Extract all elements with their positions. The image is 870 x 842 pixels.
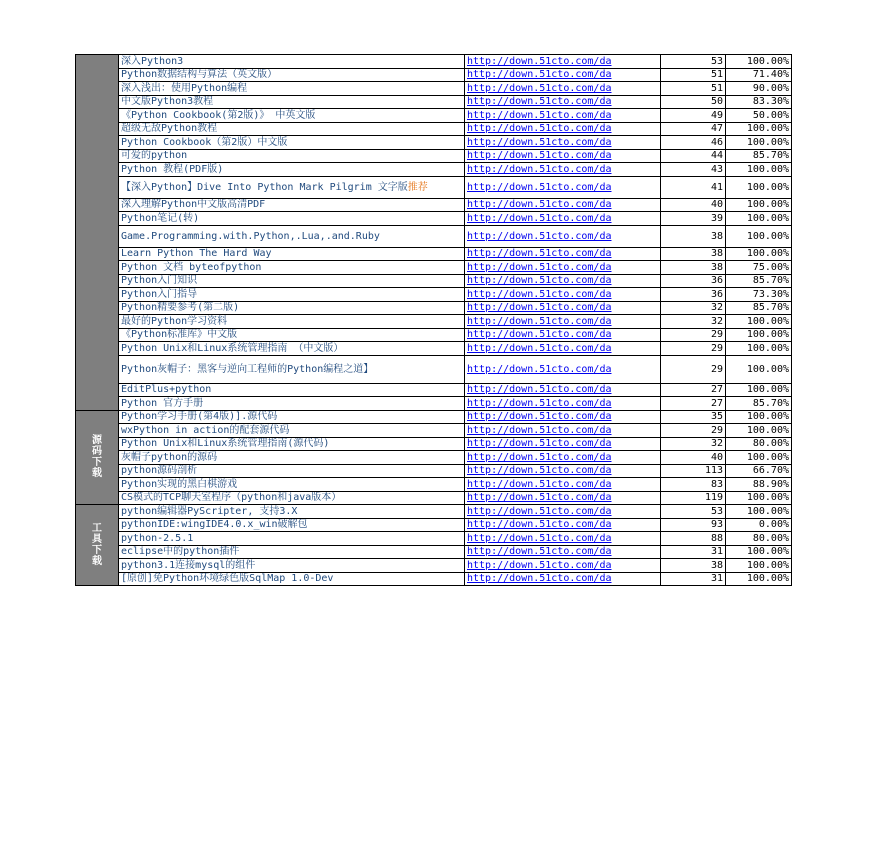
download-link[interactable]: http://down.51cto.com/da: [465, 545, 661, 559]
table-row: [76, 301, 792, 315]
recommend-tag: 推荐: [407, 181, 428, 193]
resource-title: [119, 464, 465, 478]
download-count: 40: [661, 451, 726, 465]
rating-percent: 100.00%: [726, 410, 792, 424]
download-link[interactable]: http://down.51cto.com/da: [465, 149, 661, 163]
table-row: [76, 247, 792, 261]
rating-percent: 88.90%: [726, 478, 792, 492]
download-count: 32: [661, 437, 726, 451]
resource-title-text: 《Python Cookbook(第2版)》 中英文版: [121, 109, 316, 121]
download-count: 38: [661, 559, 726, 573]
resource-title-text: 深入理解Python中文版高清PDF: [121, 199, 266, 211]
table-row: [76, 274, 792, 288]
download-link[interactable]: http://down.51cto.com/da: [465, 247, 661, 261]
resource-title-text: EditPlus+python: [121, 384, 212, 396]
download-count: 47: [661, 122, 726, 136]
download-count: 51: [661, 82, 726, 96]
resource-title-text: Python入门指导: [121, 288, 198, 300]
resource-title-text: Python精要参考(第二版): [121, 302, 240, 314]
resource-title-text: 可爱的python: [121, 150, 188, 162]
download-link[interactable]: http://down.51cto.com/da: [465, 424, 661, 438]
rating-percent: 100.00%: [726, 136, 792, 150]
category-char: 具: [92, 534, 102, 545]
resource-title: [119, 288, 465, 302]
download-link[interactable]: http://down.51cto.com/da: [465, 505, 661, 519]
table-row: [76, 212, 792, 226]
download-count: 44: [661, 149, 726, 163]
table-row: [76, 68, 792, 82]
resource-title: [119, 505, 465, 519]
download-count: 83: [661, 478, 726, 492]
table-row: [76, 342, 792, 356]
rating-percent: 100.00%: [726, 559, 792, 573]
resource-title: [119, 68, 465, 82]
resource-title-text: wxPython in action的配套源代码: [121, 424, 290, 436]
resource-title-text: 【深入Python】Dive Into Python Mark Pilgrim 文字版: [121, 181, 408, 193]
download-link[interactable]: http://down.51cto.com/da: [465, 383, 661, 397]
download-link[interactable]: http://down.51cto.com/da: [465, 410, 661, 424]
resource-title: [119, 95, 465, 109]
download-link[interactable]: http://down.51cto.com/da: [465, 109, 661, 123]
resource-title-text: python-2.5.1: [121, 532, 194, 544]
rating-percent: 100.00%: [726, 176, 792, 198]
resource-title: [119, 225, 465, 247]
resource-title: [119, 410, 465, 424]
category-char: 下: [92, 545, 102, 556]
rating-percent: 0.00%: [726, 518, 792, 532]
table-row: [76, 225, 792, 247]
resource-title: [119, 491, 465, 505]
rating-percent: 85.70%: [726, 301, 792, 315]
resource-title-text: python编辑器PyScripter, 支持3.X: [121, 505, 298, 517]
resource-title-text: Python笔记(转): [121, 212, 200, 224]
rating-percent: 73.30%: [726, 288, 792, 302]
download-count: 31: [661, 572, 726, 586]
table-row: [76, 55, 792, 69]
rating-percent: 100.00%: [726, 315, 792, 329]
resource-title-text: Python Unix和Linux系统管理指南(源代码): [121, 438, 330, 450]
rating-percent: 85.70%: [726, 274, 792, 288]
download-link[interactable]: http://down.51cto.com/da: [465, 274, 661, 288]
resource-title: [119, 301, 465, 315]
category-cell: [76, 55, 119, 411]
download-count: 36: [661, 274, 726, 288]
resource-title-text: 深入浅出：使用Python编程: [121, 82, 248, 94]
resource-title: [119, 355, 465, 383]
table-row: [76, 478, 792, 492]
resource-title: [119, 247, 465, 261]
rating-percent: 85.70%: [726, 149, 792, 163]
rating-percent: 100.00%: [726, 572, 792, 586]
resource-title-text: 最好的Python学习资料: [121, 315, 228, 327]
download-link[interactable]: http://down.51cto.com/da: [465, 572, 661, 586]
resource-title: [119, 478, 465, 492]
rating-percent: 100.00%: [726, 328, 792, 342]
resource-title-text: [原创]免Python环境绿色版SqlMap 1.0-Dev: [121, 573, 334, 585]
resource-title-text: Python入门知识: [121, 275, 198, 287]
rating-percent: 100.00%: [726, 198, 792, 212]
download-link[interactable]: http://down.51cto.com/da: [465, 559, 661, 573]
download-link[interactable]: http://down.51cto.com/da: [465, 491, 661, 505]
download-link[interactable]: http://down.51cto.com/da: [465, 355, 661, 383]
download-count: 53: [661, 505, 726, 519]
resource-title: [119, 383, 465, 397]
download-link[interactable]: http://down.51cto.com/da: [465, 451, 661, 465]
download-table: [75, 54, 792, 586]
download-count: 32: [661, 315, 726, 329]
download-count: 36: [661, 288, 726, 302]
resource-title: [119, 212, 465, 226]
rating-percent: 100.00%: [726, 342, 792, 356]
resource-title: [119, 55, 465, 69]
download-count: 53: [661, 55, 726, 69]
download-link[interactable]: http://down.51cto.com/da: [465, 95, 661, 109]
table-row: [76, 176, 792, 198]
table-row: [76, 437, 792, 451]
category-char: 下: [92, 457, 102, 469]
download-count: 31: [661, 545, 726, 559]
download-link[interactable]: http://down.51cto.com/da: [465, 315, 661, 329]
resource-title: [119, 559, 465, 573]
spreadsheet: [75, 54, 791, 586]
resource-title-text: 深入Python3: [121, 55, 184, 67]
download-link[interactable]: http://down.51cto.com/da: [465, 225, 661, 247]
resource-title-text: Game.Programming.with.Python,.Lua,.and.Ruby: [121, 230, 380, 242]
download-link[interactable]: http://down.51cto.com/da: [465, 198, 661, 212]
resource-title-text: Python实现的黑白棋游戏: [121, 478, 238, 490]
download-count: 38: [661, 261, 726, 275]
table-row: [76, 505, 792, 519]
download-count: 29: [661, 328, 726, 342]
category-char: 载: [92, 468, 102, 480]
rating-percent: 50.00%: [726, 109, 792, 123]
download-count: 50: [661, 95, 726, 109]
table-row: [76, 464, 792, 478]
rating-percent: 100.00%: [726, 225, 792, 247]
resource-title: [119, 342, 465, 356]
download-count: 29: [661, 424, 726, 438]
table-row: [76, 355, 792, 383]
resource-title: [119, 136, 465, 150]
table-row: [76, 424, 792, 438]
resource-title: [119, 397, 465, 411]
download-count: 41: [661, 176, 726, 198]
resource-title-text: Python Cookbook（第2版）中文版: [121, 136, 288, 148]
download-count: 43: [661, 163, 726, 177]
rating-percent: 85.70%: [726, 397, 792, 411]
resource-title-text: python源码剖析: [121, 465, 198, 477]
table-row: [76, 383, 792, 397]
resource-title-text: Python 教程(PDF版): [121, 163, 224, 175]
download-count: 29: [661, 355, 726, 383]
resource-title-text: Python数据结构与算法（英文版）: [121, 69, 278, 81]
table-row: [76, 559, 792, 573]
table-row: [76, 82, 792, 96]
resource-title-text: python3.1连接mysql的组件: [121, 559, 256, 571]
download-link[interactable]: http://down.51cto.com/da: [465, 532, 661, 546]
resource-title-text: pythonIDE:wingIDE4.0.x_win破解包: [121, 519, 308, 531]
table-row: [76, 545, 792, 559]
resource-title-text: Python学习手册(第4版)].源代码: [121, 411, 278, 423]
resource-title: [119, 315, 465, 329]
download-count: 35: [661, 410, 726, 424]
resource-title-text: 灰帽子python的源码: [121, 451, 218, 463]
resource-title-text: 《Python标准库》中文版: [121, 329, 238, 341]
resource-title-text: 超级无敌Python教程: [121, 123, 218, 135]
resource-title: [119, 109, 465, 123]
resource-title: [119, 261, 465, 275]
download-count: 32: [661, 301, 726, 315]
rating-percent: 100.00%: [726, 163, 792, 177]
download-link[interactable]: http://down.51cto.com/da: [465, 301, 661, 315]
download-count: 27: [661, 383, 726, 397]
table-row: [76, 163, 792, 177]
table-row: [76, 136, 792, 150]
category-char: 源: [92, 435, 102, 447]
table-row: [76, 328, 792, 342]
table-body: [76, 55, 792, 586]
rating-percent: 100.00%: [726, 451, 792, 465]
rating-percent: 100.00%: [726, 505, 792, 519]
rating-percent: 100.00%: [726, 545, 792, 559]
download-count: 113: [661, 464, 726, 478]
resource-title: [119, 572, 465, 586]
rating-percent: 66.70%: [726, 464, 792, 478]
download-count: 51: [661, 68, 726, 82]
download-link[interactable]: http://down.51cto.com/da: [465, 163, 661, 177]
table-row: [76, 198, 792, 212]
resource-title-text: Python 文档 byteofpython: [121, 261, 262, 273]
rating-percent: 100.00%: [726, 122, 792, 136]
download-link[interactable]: http://down.51cto.com/da: [465, 122, 661, 136]
download-count: 29: [661, 342, 726, 356]
download-link[interactable]: http://down.51cto.com/da: [465, 68, 661, 82]
resource-title: [119, 274, 465, 288]
download-link[interactable]: http://down.51cto.com/da: [465, 212, 661, 226]
download-count: 27: [661, 397, 726, 411]
download-link[interactable]: http://down.51cto.com/da: [465, 288, 661, 302]
download-link[interactable]: http://down.51cto.com/da: [465, 136, 661, 150]
resource-title: [119, 176, 465, 198]
table-row: [76, 410, 792, 424]
table-row: [76, 491, 792, 505]
resource-title: [119, 437, 465, 451]
download-count: 46: [661, 136, 726, 150]
download-link[interactable]: http://down.51cto.com/da: [465, 261, 661, 275]
rating-percent: 100.00%: [726, 247, 792, 261]
resource-title-text: Python 官方手册: [121, 397, 204, 409]
category-char: 码: [92, 446, 102, 458]
download-link[interactable]: http://down.51cto.com/da: [465, 518, 661, 532]
rating-percent: 100.00%: [726, 55, 792, 69]
resource-title: [119, 451, 465, 465]
table-row: [76, 95, 792, 109]
resource-title: [119, 163, 465, 177]
rating-percent: 100.00%: [726, 491, 792, 505]
rating-percent: 100.00%: [726, 212, 792, 226]
table-row: [76, 288, 792, 302]
rating-percent: 71.40%: [726, 68, 792, 82]
resource-title: [119, 424, 465, 438]
table-row: [76, 451, 792, 465]
download-count: 119: [661, 491, 726, 505]
download-link[interactable]: http://down.51cto.com/da: [465, 328, 661, 342]
table-row: [76, 532, 792, 546]
download-link[interactable]: http://down.51cto.com/da: [465, 397, 661, 411]
resource-title: [119, 82, 465, 96]
rating-percent: 80.00%: [726, 532, 792, 546]
download-count: 88: [661, 532, 726, 546]
download-link[interactable]: http://down.51cto.com/da: [465, 82, 661, 96]
table-row: [76, 122, 792, 136]
download-link[interactable]: http://down.51cto.com/da: [465, 176, 661, 198]
download-count: 40: [661, 198, 726, 212]
download-link[interactable]: http://down.51cto.com/da: [465, 478, 661, 492]
resource-title: [119, 149, 465, 163]
resource-title: [119, 518, 465, 532]
table-row: [76, 518, 792, 532]
download-count: 38: [661, 247, 726, 261]
rating-percent: 90.00%: [726, 82, 792, 96]
resource-title-text: eclipse中的python插件: [121, 546, 240, 558]
table-row: [76, 149, 792, 163]
table-row: [76, 261, 792, 275]
download-link[interactable]: http://down.51cto.com/da: [465, 342, 661, 356]
rating-percent: 80.00%: [726, 437, 792, 451]
download-link[interactable]: http://down.51cto.com/da: [465, 464, 661, 478]
rating-percent: 100.00%: [726, 424, 792, 438]
rating-percent: 100.00%: [726, 383, 792, 397]
table-row: [76, 397, 792, 411]
resource-title: [119, 122, 465, 136]
category-char: 工: [92, 523, 102, 534]
table-row: [76, 572, 792, 586]
rating-percent: 75.00%: [726, 261, 792, 275]
resource-title: [119, 545, 465, 559]
download-link[interactable]: http://down.51cto.com/da: [465, 437, 661, 451]
category-char: 载: [92, 556, 102, 567]
download-count: 49: [661, 109, 726, 123]
download-count: 38: [661, 225, 726, 247]
download-count: 39: [661, 212, 726, 226]
table-row: [76, 315, 792, 329]
download-count: 93: [661, 518, 726, 532]
table-row: [76, 109, 792, 123]
category-cell: [76, 505, 119, 586]
resource-title-text: CS模式的TCP聊天室程序（python和java版本）: [121, 492, 342, 504]
resource-title: [119, 198, 465, 212]
resource-title-text: Learn Python The Hard Way: [121, 248, 272, 260]
download-link[interactable]: http://down.51cto.com/da: [465, 55, 661, 69]
rating-percent: 100.00%: [726, 355, 792, 383]
resource-title: [119, 532, 465, 546]
resource-title-text: Python灰帽子：黑客与逆向工程师的Python编程之道】: [121, 363, 374, 375]
rating-percent: 83.30%: [726, 95, 792, 109]
resource-title-text: 中文版Python3教程: [121, 96, 214, 108]
resource-title: [119, 328, 465, 342]
resource-title-text: Python Unix和Linux系统管理指南 （中文版）: [121, 342, 344, 354]
category-cell: [76, 410, 119, 505]
